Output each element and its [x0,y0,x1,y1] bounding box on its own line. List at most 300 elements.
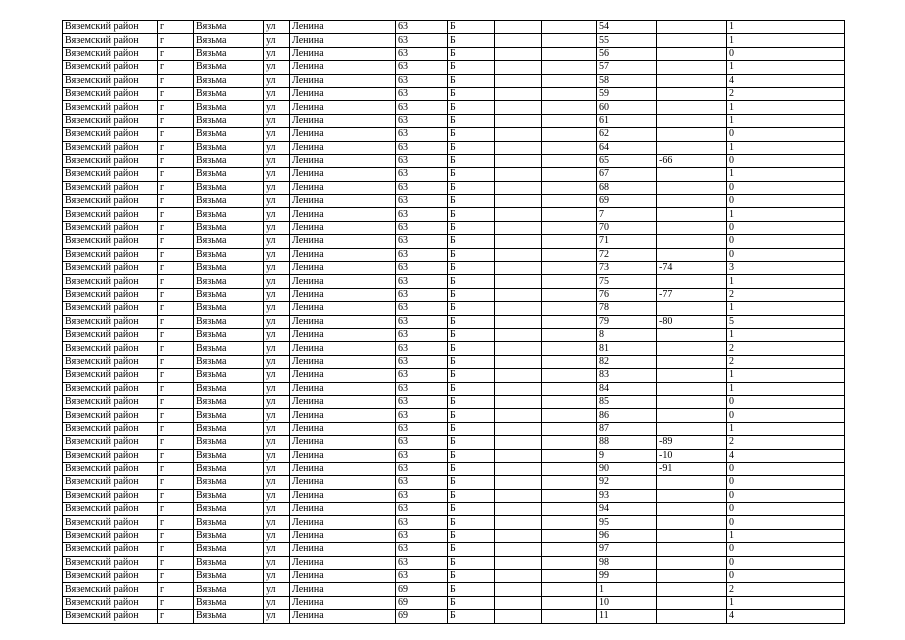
cell-settlement-type: г [158,248,194,261]
cell-settlement: Вязьма [194,462,264,475]
cell-building: Б [448,436,495,449]
cell-settlement-type: г [158,288,194,301]
cell-apartment: 92 [597,476,657,489]
cell-building: Б [448,128,495,141]
cell-settlement: Вязьма [194,302,264,315]
cell-building: Б [448,21,495,34]
cell-street-type: ул [264,248,290,261]
cell-apartment: 56 [597,47,657,60]
cell-house: 63 [396,315,448,328]
cell-extra-2 [542,328,597,341]
cell-house: 63 [396,168,448,181]
cell-extra-2 [542,409,597,422]
cell-house: 63 [396,422,448,435]
cell-street: Ленина [290,476,396,489]
table-row [63,489,845,502]
cell-house: 63 [396,275,448,288]
cell-settlement: Вязьма [194,529,264,542]
cell-house: 63 [396,382,448,395]
cell-settlement-type: г [158,476,194,489]
cell-house: 63 [396,181,448,194]
cell-street: Ленина [290,436,396,449]
cell-street-type: ул [264,436,290,449]
cell-district: Вяземский район [63,87,158,100]
cell-extra-1 [495,489,542,502]
cell-settlement-type: г [158,195,194,208]
cell-street-type: ул [264,208,290,221]
cell-street: Ленина [290,128,396,141]
cell-street: Ленина [290,543,396,556]
cell-street: Ленина [290,583,396,596]
cell-apartment-range [657,141,727,154]
cell-apartment-range [657,476,727,489]
cell-apartment: 69 [597,195,657,208]
cell-count: 5 [727,315,845,328]
cell-settlement-type: г [158,596,194,609]
table-row [63,168,845,181]
table-row [63,529,845,542]
cell-street: Ленина [290,141,396,154]
cell-apartment-range [657,570,727,583]
cell-extra-2 [542,221,597,234]
cell-settlement: Вязьма [194,21,264,34]
cell-district: Вяземский район [63,436,158,449]
cell-settlement-type: г [158,221,194,234]
cell-settlement-type: г [158,74,194,87]
cell-extra-2 [542,476,597,489]
cell-settlement: Вязьма [194,556,264,569]
cell-settlement-type: г [158,168,194,181]
cell-count: 1 [727,422,845,435]
cell-street: Ленина [290,570,396,583]
cell-settlement: Вязьма [194,583,264,596]
cell-building: Б [448,570,495,583]
cell-extra-1 [495,74,542,87]
table-row [63,570,845,583]
cell-apartment-range: -74 [657,262,727,275]
cell-extra-2 [542,61,597,74]
cell-building: Б [448,382,495,395]
cell-settlement-type: г [158,154,194,167]
table-row [63,422,845,435]
cell-street: Ленина [290,61,396,74]
cell-apartment-range [657,21,727,34]
cell-extra-2 [542,462,597,475]
cell-apartment-range [657,47,727,60]
cell-extra-1 [495,382,542,395]
cell-apartment-range [657,409,727,422]
cell-building: Б [448,422,495,435]
cell-street-type: ул [264,409,290,422]
cell-street-type: ул [264,449,290,462]
cell-count: 1 [727,596,845,609]
cell-settlement: Вязьма [194,503,264,516]
cell-settlement: Вязьма [194,34,264,47]
cell-apartment: 97 [597,543,657,556]
cell-settlement-type: г [158,409,194,422]
cell-count: 1 [727,141,845,154]
cell-house: 69 [396,596,448,609]
cell-apartment: 54 [597,21,657,34]
cell-settlement: Вязьма [194,610,264,623]
table-row [63,462,845,475]
cell-apartment-range [657,275,727,288]
table-row [63,503,845,516]
cell-count: 0 [727,476,845,489]
cell-apartment: 98 [597,556,657,569]
cell-street-type: ул [264,275,290,288]
cell-house: 63 [396,235,448,248]
cell-extra-1 [495,596,542,609]
cell-settlement: Вязьма [194,436,264,449]
cell-apartment-range [657,101,727,114]
cell-apartment: 70 [597,221,657,234]
cell-street: Ленина [290,342,396,355]
cell-settlement-type: г [158,275,194,288]
table-row [63,262,845,275]
cell-settlement: Вязьма [194,154,264,167]
table-row [63,355,845,368]
table-row [63,382,845,395]
cell-settlement-type: г [158,208,194,221]
cell-apartment: 79 [597,315,657,328]
cell-street-type: ул [264,34,290,47]
cell-district: Вяземский район [63,154,158,167]
cell-district: Вяземский район [63,208,158,221]
cell-apartment-range [657,529,727,542]
cell-settlement: Вязьма [194,355,264,368]
cell-count: 1 [727,328,845,341]
cell-house: 63 [396,154,448,167]
cell-settlement-type: г [158,369,194,382]
cell-apartment: 61 [597,114,657,127]
cell-settlement-type: г [158,556,194,569]
cell-settlement-type: г [158,449,194,462]
cell-apartment: 71 [597,235,657,248]
cell-street: Ленина [290,315,396,328]
cell-apartment-range [657,503,727,516]
cell-extra-1 [495,543,542,556]
cell-apartment: 93 [597,489,657,502]
cell-apartment: 95 [597,516,657,529]
cell-apartment-range [657,34,727,47]
cell-building: Б [448,462,495,475]
cell-street: Ленина [290,449,396,462]
table-row [63,235,845,248]
cell-settlement: Вязьма [194,449,264,462]
cell-extra-2 [542,114,597,127]
cell-settlement-type: г [158,355,194,368]
cell-extra-1 [495,288,542,301]
cell-building: Б [448,61,495,74]
cell-extra-1 [495,422,542,435]
cell-extra-2 [542,315,597,328]
cell-count: 0 [727,395,845,408]
table-row [63,101,845,114]
cell-house: 63 [396,570,448,583]
cell-street: Ленина [290,208,396,221]
cell-count: 0 [727,195,845,208]
cell-extra-1 [495,208,542,221]
cell-house: 63 [396,248,448,261]
cell-apartment: 1 [597,583,657,596]
cell-extra-2 [542,422,597,435]
cell-apartment: 88 [597,436,657,449]
cell-district: Вяземский район [63,369,158,382]
cell-settlement-type: г [158,61,194,74]
cell-street-type: ул [264,87,290,100]
cell-extra-2 [542,235,597,248]
cell-street-type: ул [264,610,290,623]
table-row [63,181,845,194]
cell-settlement-type: г [158,262,194,275]
cell-count: 0 [727,570,845,583]
cell-extra-1 [495,462,542,475]
cell-street-type: ул [264,503,290,516]
cell-house: 63 [396,449,448,462]
cell-extra-1 [495,87,542,100]
cell-apartment: 90 [597,462,657,475]
cell-district: Вяземский район [63,395,158,408]
cell-building: Б [448,288,495,301]
cell-street: Ленина [290,516,396,529]
cell-extra-2 [542,543,597,556]
table-row [63,221,845,234]
cell-settlement: Вязьма [194,61,264,74]
table-row [63,195,845,208]
cell-extra-1 [495,449,542,462]
cell-count: 0 [727,181,845,194]
cell-house: 63 [396,101,448,114]
cell-district: Вяземский район [63,21,158,34]
cell-district: Вяземский район [63,101,158,114]
table-row [63,369,845,382]
cell-district: Вяземский район [63,382,158,395]
cell-extra-2 [542,382,597,395]
cell-count: 2 [727,583,845,596]
cell-house: 63 [396,262,448,275]
cell-settlement: Вязьма [194,476,264,489]
cell-extra-2 [542,87,597,100]
cell-apartment: 62 [597,128,657,141]
cell-apartment: 75 [597,275,657,288]
cell-count: 1 [727,208,845,221]
cell-building: Б [448,516,495,529]
cell-street: Ленина [290,221,396,234]
cell-street-type: ул [264,302,290,315]
cell-extra-1 [495,436,542,449]
cell-settlement-type: г [158,543,194,556]
cell-street-type: ул [264,114,290,127]
cell-count: 0 [727,235,845,248]
cell-settlement: Вязьма [194,248,264,261]
cell-settlement-type: г [158,141,194,154]
cell-settlement-type: г [158,342,194,355]
cell-street-type: ул [264,262,290,275]
cell-apartment: 11 [597,610,657,623]
cell-district: Вяземский район [63,61,158,74]
cell-district: Вяземский район [63,596,158,609]
cell-settlement-type: г [158,422,194,435]
cell-settlement: Вязьма [194,395,264,408]
table-row [63,21,845,34]
cell-apartment: 64 [597,141,657,154]
cell-street: Ленина [290,114,396,127]
cell-apartment-range [657,543,727,556]
cell-building: Б [448,543,495,556]
table-row [63,610,845,623]
address-table [62,20,845,624]
table-row [63,288,845,301]
cell-apartment: 81 [597,342,657,355]
cell-count: 1 [727,275,845,288]
cell-settlement-type: г [158,47,194,60]
cell-extra-2 [542,395,597,408]
cell-count: 1 [727,369,845,382]
cell-house: 69 [396,610,448,623]
cell-settlement: Вязьма [194,235,264,248]
cell-street-type: ул [264,369,290,382]
cell-house: 63 [396,114,448,127]
cell-street-type: ул [264,596,290,609]
cell-street-type: ул [264,543,290,556]
cell-street-type: ул [264,101,290,114]
cell-extra-2 [542,489,597,502]
table-row [63,275,845,288]
cell-extra-1 [495,328,542,341]
cell-apartment-range [657,596,727,609]
cell-street: Ленина [290,248,396,261]
cell-district: Вяземский район [63,610,158,623]
cell-street-type: ул [264,154,290,167]
cell-building: Б [448,583,495,596]
cell-street-type: ул [264,382,290,395]
cell-settlement: Вязьма [194,208,264,221]
cell-extra-1 [495,476,542,489]
cell-settlement-type: г [158,529,194,542]
cell-extra-2 [542,154,597,167]
cell-extra-2 [542,556,597,569]
cell-street-type: ул [264,181,290,194]
cell-apartment-range [657,87,727,100]
cell-apartment: 60 [597,101,657,114]
cell-house: 63 [396,369,448,382]
cell-apartment: 59 [597,87,657,100]
cell-extra-1 [495,583,542,596]
table-row [63,208,845,221]
cell-street: Ленина [290,302,396,315]
cell-district: Вяземский район [63,516,158,529]
cell-settlement: Вязьма [194,262,264,275]
cell-street-type: ул [264,221,290,234]
cell-building: Б [448,302,495,315]
table-row [63,556,845,569]
cell-house: 63 [396,516,448,529]
cell-street-type: ул [264,395,290,408]
cell-street: Ленина [290,235,396,248]
cell-apartment: 9 [597,449,657,462]
cell-count: 0 [727,516,845,529]
cell-count: 0 [727,489,845,502]
cell-building: Б [448,114,495,127]
cell-building: Б [448,342,495,355]
cell-district: Вяземский район [63,114,158,127]
cell-building: Б [448,87,495,100]
table-row [63,395,845,408]
cell-apartment: 76 [597,288,657,301]
cell-apartment-range [657,221,727,234]
cell-settlement-type: г [158,610,194,623]
cell-apartment-range [657,302,727,315]
cell-extra-1 [495,168,542,181]
cell-extra-2 [542,436,597,449]
table-row [63,516,845,529]
cell-settlement: Вязьма [194,369,264,382]
cell-count: 0 [727,47,845,60]
cell-settlement: Вязьма [194,382,264,395]
cell-count: 0 [727,248,845,261]
cell-apartment-range [657,128,727,141]
cell-street: Ленина [290,409,396,422]
cell-count: 2 [727,355,845,368]
cell-settlement-type: г [158,315,194,328]
cell-apartment-range [657,342,727,355]
cell-apartment: 84 [597,382,657,395]
cell-apartment: 8 [597,328,657,341]
cell-apartment-range [657,422,727,435]
cell-apartment-range: -89 [657,436,727,449]
table-row [63,328,845,341]
cell-settlement: Вязьма [194,315,264,328]
cell-building: Б [448,369,495,382]
cell-extra-1 [495,395,542,408]
cell-street-type: ул [264,529,290,542]
cell-settlement: Вязьма [194,101,264,114]
cell-extra-2 [542,141,597,154]
cell-settlement-type: г [158,128,194,141]
cell-extra-1 [495,181,542,194]
table-row [63,47,845,60]
cell-count: 1 [727,382,845,395]
cell-settlement-type: г [158,570,194,583]
cell-extra-1 [495,128,542,141]
cell-house: 63 [396,342,448,355]
cell-street-type: ул [264,61,290,74]
cell-house: 63 [396,61,448,74]
cell-apartment: 87 [597,422,657,435]
cell-settlement: Вязьма [194,422,264,435]
cell-district: Вяземский район [63,34,158,47]
cell-extra-1 [495,570,542,583]
cell-extra-1 [495,221,542,234]
cell-house: 63 [396,503,448,516]
cell-street-type: ул [264,556,290,569]
cell-street-type: ул [264,141,290,154]
cell-extra-1 [495,556,542,569]
cell-settlement: Вязьма [194,168,264,181]
cell-extra-2 [542,503,597,516]
cell-count: 1 [727,114,845,127]
cell-apartment-range [657,208,727,221]
cell-settlement: Вязьма [194,47,264,60]
cell-apartment-range [657,328,727,341]
cell-street-type: ул [264,489,290,502]
cell-settlement-type: г [158,235,194,248]
cell-street: Ленина [290,529,396,542]
cell-street-type: ул [264,288,290,301]
cell-extra-1 [495,47,542,60]
cell-settlement-type: г [158,328,194,341]
